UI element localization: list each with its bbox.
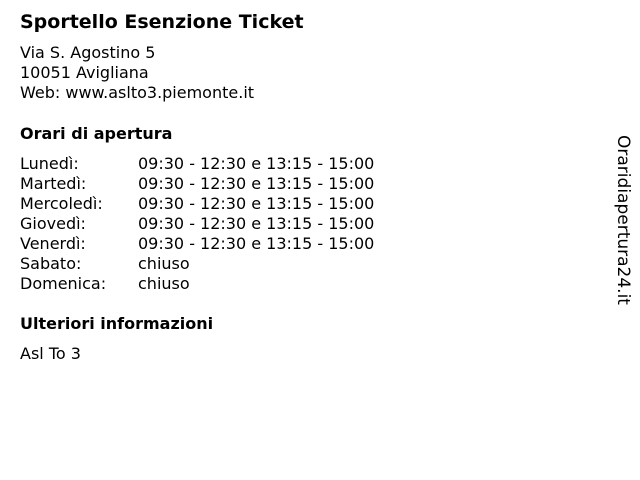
day-label: Mercoledì:: [20, 194, 103, 213]
hours-row-friday: [20, 234, 590, 254]
day-hours: 09:30 - 12:30 e 13:15 - 15:00: [138, 214, 375, 233]
day-label: Venerdì:: [20, 234, 86, 253]
more-info-text: Asl To 3: [20, 344, 81, 363]
address-street: Via S. Agostino 5: [20, 43, 156, 62]
more-info-heading: Ulteriori informazioni: [20, 314, 214, 333]
day-label: Sabato:: [20, 254, 82, 273]
day-hours: 09:30 - 12:30 e 13:15 - 15:00: [138, 174, 375, 193]
day-hours: chiuso: [138, 254, 190, 273]
address-block: [20, 43, 590, 103]
hours-row-wednesday: [20, 194, 590, 214]
opening-hours-table: [20, 154, 590, 294]
business-title: Sportello Esenzione Ticket: [20, 11, 304, 33]
business-card: [20, 10, 590, 364]
hours-row-monday: [20, 154, 590, 174]
day-label: Giovedì:: [20, 214, 86, 233]
day-label: Lunedì:: [20, 154, 79, 173]
day-label: Domenica:: [20, 274, 107, 293]
hours-row-tuesday: [20, 174, 590, 194]
hours-row-thursday: [20, 214, 590, 234]
day-label: Martedì:: [20, 174, 87, 193]
day-hours: 09:30 - 12:30 e 13:15 - 15:00: [138, 234, 375, 253]
opening-hours-heading: Orari di apertura: [20, 124, 173, 143]
hours-row-sunday: [20, 274, 590, 294]
hours-row-saturday: [20, 254, 590, 274]
address-web[interactable]: Web: www.aslto3.piemonte.it: [20, 83, 255, 102]
site-watermark: Oraridiapertura24.it: [613, 135, 633, 305]
address-city: 10051 Avigliana: [20, 63, 149, 82]
day-hours: 09:30 - 12:30 e 13:15 - 15:00: [138, 154, 375, 173]
day-hours: chiuso: [138, 274, 190, 293]
day-hours: 09:30 - 12:30 e 13:15 - 15:00: [138, 194, 375, 213]
